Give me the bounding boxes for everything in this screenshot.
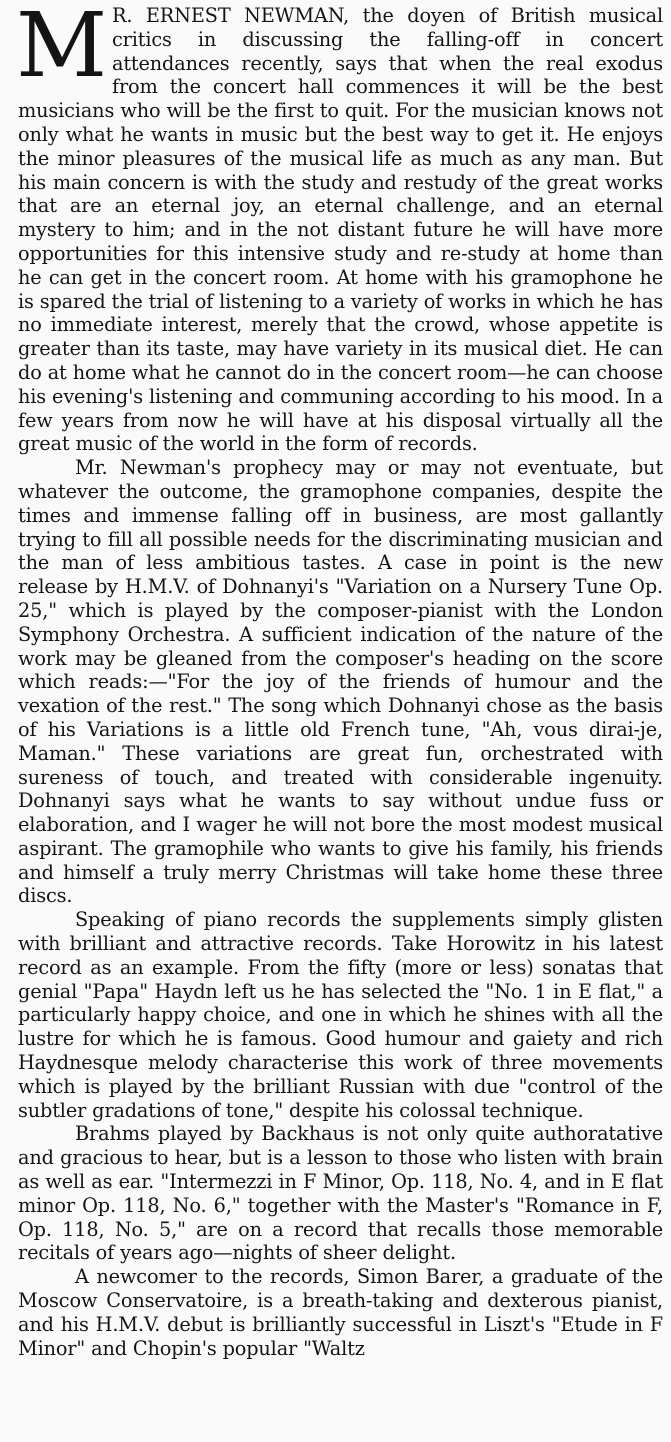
drop-cap: M	[16, 0, 107, 97]
article-paragraph-dohnanyi: Mr. Newman's prophecy may or may not eventuate, but whatever the outcome, the gramophone companies, despite the times and immense falling off in business, are most gallantly trying to fill all possible needs for the discriminating musician and the man of less ambitious tastes. A case in point is the new release by H.M.V. of Dohnanyi's "Variation on a Nursery Tune Op. 25," which is played by the composer-pianist with the London Symphony Orchestra. A sufficient indication of the nature of the work may be gleaned from the composer's heading on the score which reads:—"For the joy of the friends of humour and the vexation of the rest." The song which Dohnanyi chose as the basis of his Variations is a little old French tune, "Ah, vous dirai-je, Maman." These variations are great fun, orchestrated with sureness of touch, and treated with considerable ingenuity. Dohnanyi says what he wants to say without undue fuss or elaboration, and I wager he will not bore the most modest musical aspirant. The gramophile who wants to give his family, his friends and himself a truly merry Christmas will take home these three discs.	[18, 456, 663, 908]
article-paragraph-horowitz: Speaking of piano records the supplements simply glisten with brilliant and attractive records. Take Horowitz in his latest record as an example. From the fifty (more or less) sonatas that genial "Papa" Haydn left us he has selected the "No. 1 in E flat," a particularly happy choice, and one in which he shines with all the lustre for which he is famous. Good humour and gaiety and rich Haydnesque melody characterise this work of three movements which is played by the brilliant Russian with due "control of the subtler gradations of tone," despite his colossal technique.	[18, 908, 663, 1122]
article-paragraph-backhaus: Brahms played by Backhaus is not only quite authoratative and gracious to hear, but is a lesson to those who listen with brain as well as ear. "Intermezzi in F Minor, Op. 118, No. 4, and in E flat minor Op. 118, No. 6," together with the Master's "Romance in F, Op. 118, No. 5," are on a record that recalls those memorable recitals of years ago—nights of sheer delight.	[18, 1122, 663, 1265]
article-paragraph-newman	[16, 0, 663, 456]
paragraph-text: R. ERNEST NEWMAN, the doyen of British musical critics in discussing the falling-off in concert attendances recently, says that when the real exodus from the concert hall commences it will be the best musicians who will be the first to quit. For the musician knows not only what he wants in music but the best way to get it. He enjoys the minor pleasures of the musical life as much as any man. But his main concern is with the study and restudy of the great works that are an eternal joy, an eternal challenge, and an eternal mystery to him; and in the not distant future he will have more opportunities for this intensive study and re-study at home than he can get in the concert room. At home with his gramophone he is spared the trial of listening to a variety of works in which he has no immediate interest, merely that the crowd, whose appetite is greater than its taste, may have variety in its musical diet. He can do at home what he cannot do in the concert room—he can choose his evening's listening and communing according to his mood. In a few years from now he will have at his disposal virtually all the great music of the world in the form of records.	[18, 4, 663, 456]
article-paragraph-barer: A newcomer to the records, Simon Barer, a graduate of the Moscow Conservatoire, is a breath-taking and dexterous pianist, and his H.M.V. debut is brilliantly successful in Liszt's "Etude in F Minor" and Chopin's popular "Waltz	[18, 1265, 663, 1360]
